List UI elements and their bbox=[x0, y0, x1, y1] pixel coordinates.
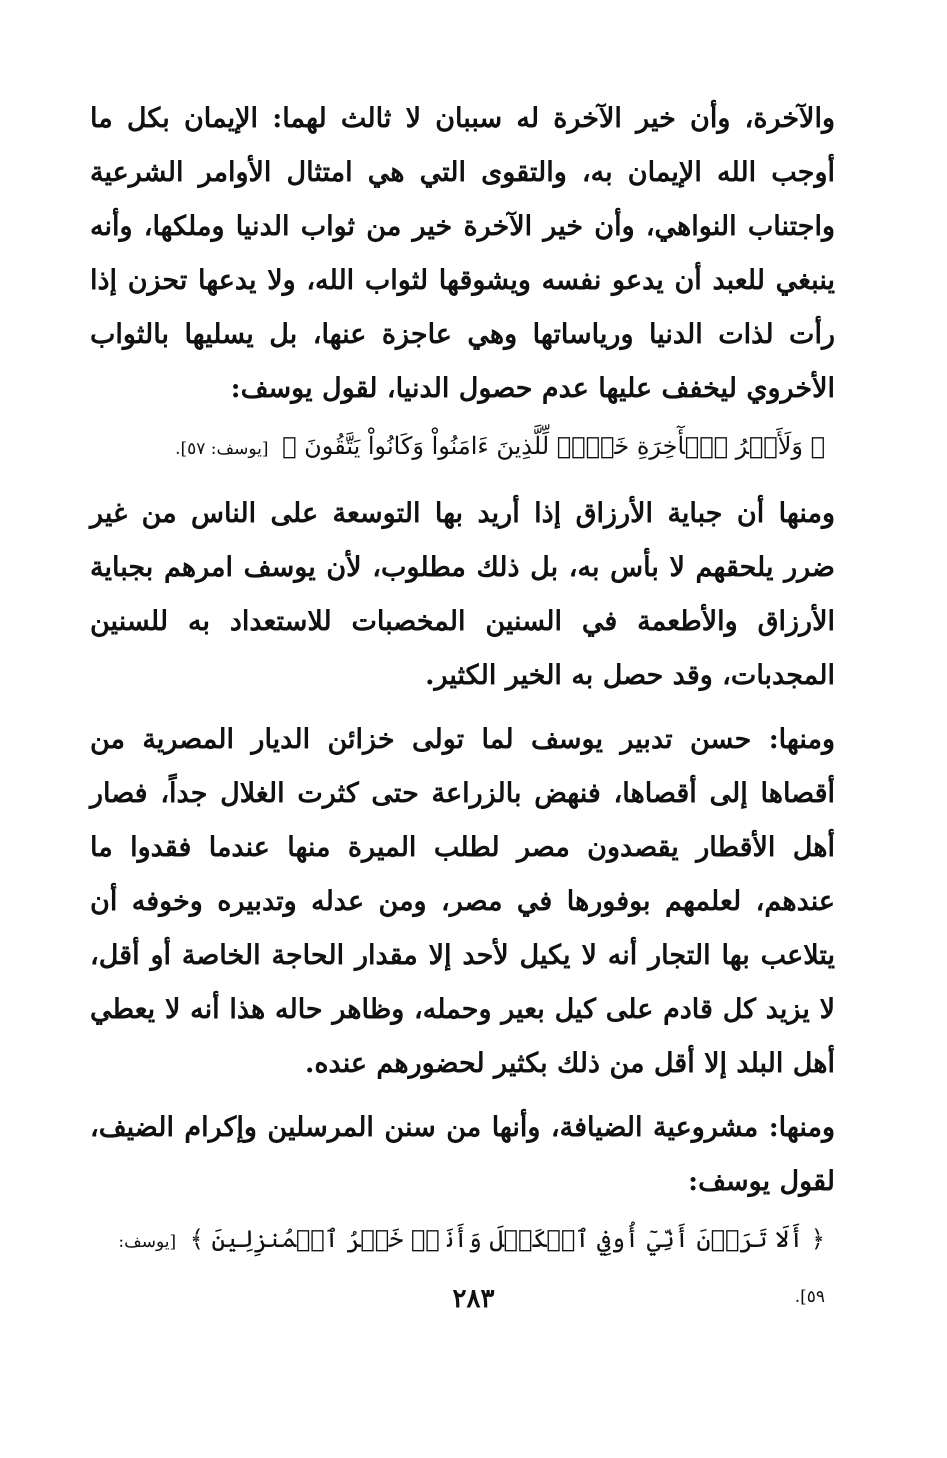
paragraph-good-management: ومنها: حسن تدبير يوسف لما تولى خزائن الديار المصرية من أقصاها إلى أقصاها، فنهض بالزراعة حتى كثرت الغلال جداً، فصار أهل الأقطار يقصدون مصر لطلب الميرة منها عندما فقدوا ما عندهم، لعلمهم بوفورها في مصر، ومن عدله وتدبيره وخوفه أن يتلاعب بها التجار أنه لا يكيل لأحد إلا مقدار الحاجة الخاصة أو أقل، لا يزيد كل قادم على كيل بعير وحمله، وظاهر حاله هذا أنه لا يعطي أهل البلد إلا أقل من ذلك بكثير لحضورهم عنده. bbox=[90, 724, 835, 1079]
paragraph-afterlife-reward: والآخرة، وأن خير الآخرة له سببان لا ثالث لهما: الإيمان بكل ما أوجب الله الإيمان به، والتقوى التي هي امتثال الأوامر الشرعية واجتناب النواهي، وأن خير الآخرة خير من ثواب الدنيا وملكها، وأنه ينبغي للعبد أن يدعو نفسه ويشوقها لثواب الله، ولا يدعها تحزن إذا رأت لذات الدنيا ورياساتها وهي عاجزة عنها، بل يسليها بالثواب الأخروي ليخفف عليها عدم حصول الدنيا، لقول يوسف: bbox=[90, 103, 835, 404]
paragraph-collecting-provisions: ومنها أن جباية الأرزاق إذا أريد بها التوسعة على الناس من غير ضرر يلحقهم لا بأس به، بل ذلك مطلوب، لأن يوسف امرهم بجباية الأرزاق والأطعمة في السنين المخصبات للاستعداد به للسنين المجدبات، وقد حصل به الخير الكثير. bbox=[90, 498, 835, 691]
paragraph-hospitality: ومنها: مشروعية الضيافة، وأنها من سنن المرسلين وإكرام الضيف، لقول يوسف: bbox=[90, 1112, 835, 1197]
page-number: ٢٨٣ bbox=[452, 1284, 495, 1314]
verse-reference: [يوسف: ٥٧]. bbox=[175, 439, 269, 459]
page-body bbox=[90, 92, 835, 1335]
verse-reference: [يوسف: ٥٩]. bbox=[118, 1232, 825, 1307]
quran-verse-yusuf-57 bbox=[90, 420, 835, 475]
verse-text: ﴿ وَلَأَجۡرُ ٱلۡأٓخِرَةِ خَيۡرٞ لِّلَّذِينَ ءَامَنُواْ وَكَانُواْ يَتَّقُونَ ﴾ bbox=[282, 432, 825, 460]
verse-text: ﴿ أَلَا تَرَوۡنَ أَنِّيٓ أُوفِي ٱلۡكَيۡلَ وَأَنَا۠ خَيۡرُ ٱلۡمُنزِلِينَ ﴾ bbox=[189, 1225, 825, 1253]
